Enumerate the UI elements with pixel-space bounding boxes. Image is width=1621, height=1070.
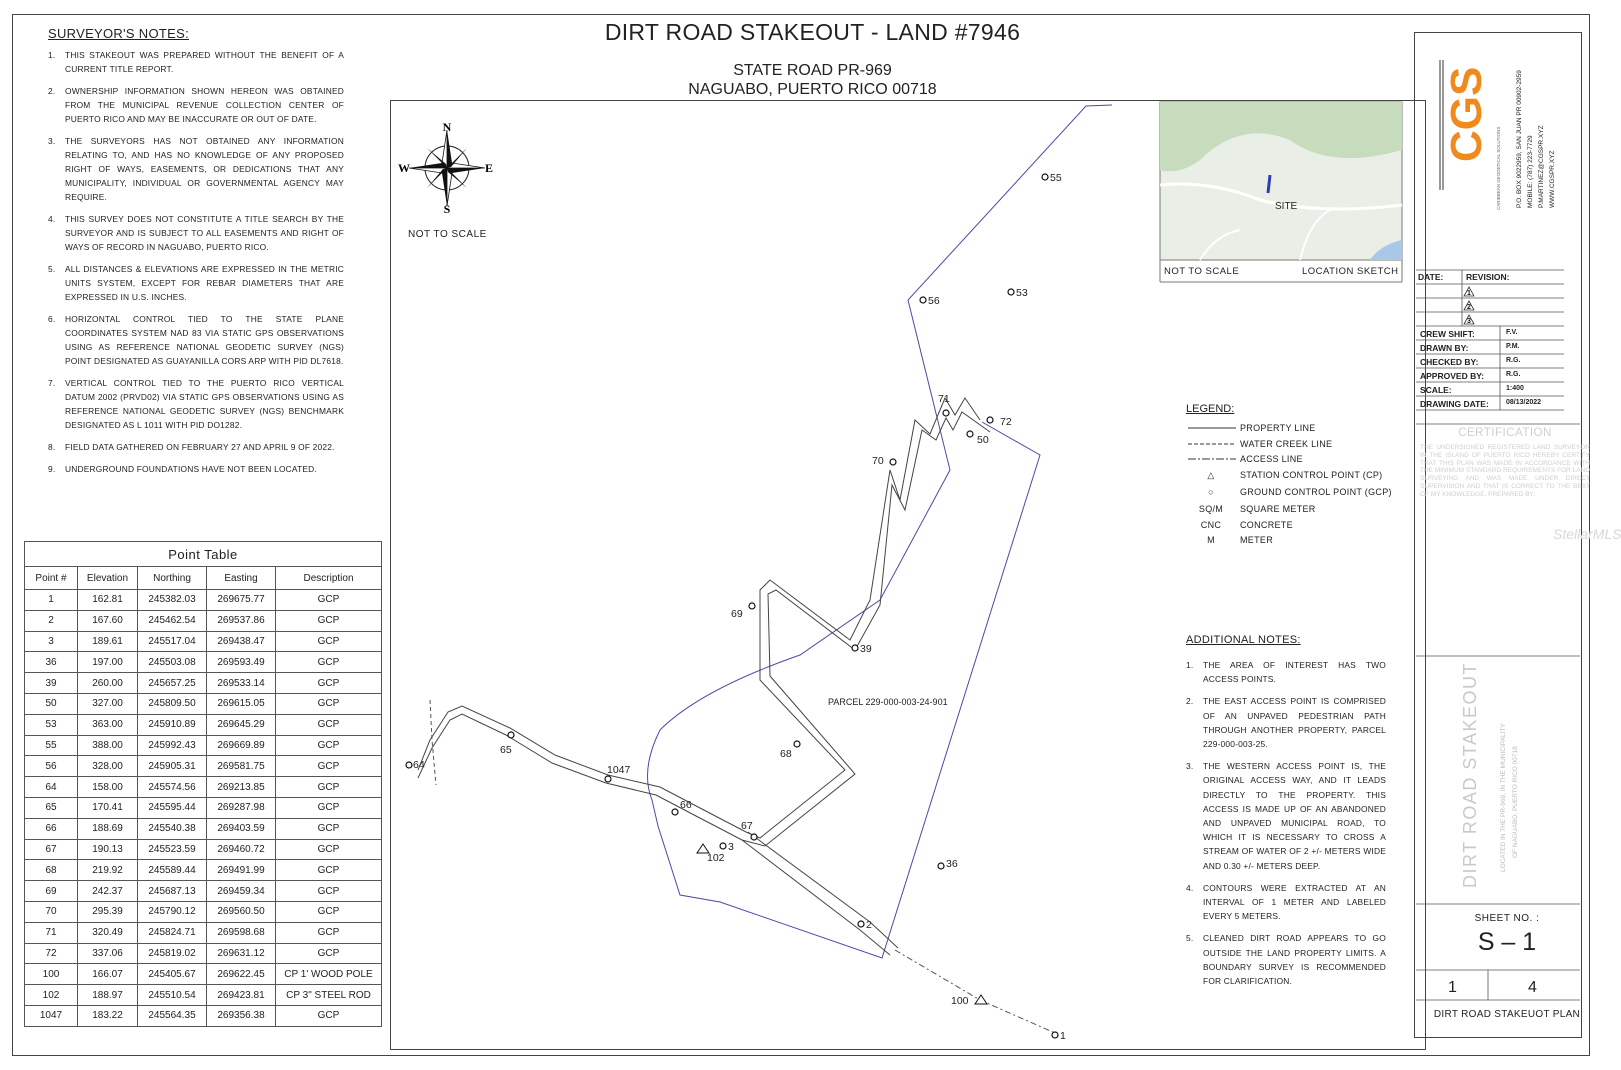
table-cell: 102 bbox=[25, 985, 78, 1006]
plan-name: DIRT ROAD STAKEUOT PLAN bbox=[1433, 1009, 1581, 1020]
site-label: SITE bbox=[1275, 201, 1298, 212]
table-cell: GCP bbox=[276, 818, 382, 839]
table-cell: 72 bbox=[25, 943, 78, 964]
table-cell: GCP bbox=[276, 631, 382, 652]
point-label: 55 bbox=[1050, 172, 1062, 184]
contact-info bbox=[1516, 70, 1556, 208]
additional-notes-title: ADDITIONAL NOTES: bbox=[1186, 634, 1301, 646]
table-cell: 70 bbox=[25, 901, 78, 922]
gcp-point-67 bbox=[751, 834, 757, 840]
table-cell: CP 3" STEEL ROD bbox=[276, 985, 382, 1006]
circle-icon: ○ bbox=[1208, 487, 1214, 497]
table-cell: 245574.56 bbox=[138, 777, 207, 798]
table-cell: GCP bbox=[276, 943, 382, 964]
certification-title: CERTIFICATION bbox=[1458, 427, 1552, 439]
table-cell: 245595.44 bbox=[138, 797, 207, 818]
table-cell: 269356.38 bbox=[207, 1005, 276, 1026]
table-cell: 245564.35 bbox=[138, 1005, 207, 1026]
certification-text: THE UNDERSIGNED REGISTERED LAND SURVEYOR IN THE ISLAND OF PUERTO RICO HEREBY CERTIFY THAT THIS PLAN WAS MADE IN ACCORDANCE WITH THE MINIMUM STANDARD REQUIREMENTS FOR LAND SURVEYING AND WAS MADE UNDER DIRECT SUPERVISION AND THAT IS CORRECT TO THE BEST OF MY KNOWLEDGE. PREPARED BY: bbox=[1420, 444, 1590, 498]
table-cell: 269491.99 bbox=[207, 860, 276, 881]
table-cell: 166.07 bbox=[78, 964, 138, 985]
table-cell: 219.92 bbox=[78, 860, 138, 881]
table-cell: 245462.54 bbox=[138, 610, 207, 631]
table-cell: 242.37 bbox=[78, 881, 138, 902]
gcp-point-70 bbox=[890, 459, 896, 465]
crew-shift-label: CREW SHIFT: bbox=[1420, 329, 1475, 339]
table-cell: 269675.77 bbox=[207, 590, 276, 611]
note-item: 3. THE WESTERN ACCESS POINT IS, THE ORIGINAL ACCESS WAY, AND IT LEADS DIRECTLY TO THE PROPERTY. THIS ACCESS IS MADE UP OF AN ABANDONED AND UNPAVED MUNICIPAL ROAD, TO WHICH IT IS NECESSARY TO CROSS A STREAM OF WATER OF 2 +/- METERS WIDE AND 0.30 +/- METERS DEEP. bbox=[1186, 761, 1386, 871]
table-cell: 269459.34 bbox=[207, 881, 276, 902]
table-cell: GCP bbox=[276, 590, 382, 611]
approved-by-label: APPROVED BY: bbox=[1420, 371, 1485, 381]
table-cell: GCP bbox=[276, 673, 382, 694]
table-cell: 245687.13 bbox=[138, 881, 207, 902]
vertical-title: DIRT ROAD STAKEOUT bbox=[1460, 661, 1480, 888]
crew-shift-value: F.V. bbox=[1506, 329, 1518, 336]
sheet-total: 4 bbox=[1528, 979, 1537, 996]
drawn-by-label: DRAWN BY: bbox=[1420, 343, 1469, 353]
table-cell: 50 bbox=[25, 693, 78, 714]
table-cell: 269598.68 bbox=[207, 922, 276, 943]
note-item: 1. THE AREA OF INTEREST HAS TWO ACCESS POINTS. bbox=[1186, 660, 1386, 685]
table-cell: 269423.81 bbox=[207, 985, 276, 1006]
col-description: Description bbox=[276, 567, 382, 590]
sketch-not-to-scale: NOT TO SCALE bbox=[1164, 266, 1240, 277]
drawing-title: DIRT ROAD STAKEOUT - LAND #7946 bbox=[604, 19, 1021, 45]
table-cell: GCP bbox=[276, 652, 382, 673]
cgs-logo-icon bbox=[1440, 60, 1501, 210]
table-cell: 2 bbox=[25, 610, 78, 631]
table-cell: 269537.86 bbox=[207, 610, 276, 631]
drawn-by-value: P.M. bbox=[1506, 343, 1520, 350]
table-cell: GCP bbox=[276, 797, 382, 818]
cp-point-100 bbox=[975, 995, 987, 1004]
table-cell: GCP bbox=[276, 881, 382, 902]
table-cell: 269645.29 bbox=[207, 714, 276, 735]
triangle-icon: △ bbox=[1207, 470, 1215, 480]
table-cell: 245657.25 bbox=[138, 673, 207, 694]
table-cell: 269631.12 bbox=[207, 943, 276, 964]
table-cell: 269460.72 bbox=[207, 839, 276, 860]
point-label: 50 bbox=[977, 434, 989, 446]
table-cell: 245992.43 bbox=[138, 735, 207, 756]
table-cell: 65 bbox=[25, 797, 78, 818]
table-cell: 245790.12 bbox=[138, 901, 207, 922]
col-northing: Northing bbox=[138, 567, 207, 590]
table-cell: 67 bbox=[25, 839, 78, 860]
table-cell: GCP bbox=[276, 735, 382, 756]
gcp-point-65 bbox=[508, 732, 514, 738]
compass-not-to-scale: NOT TO SCALE bbox=[408, 229, 487, 240]
location-sketch-map bbox=[1160, 102, 1402, 282]
access-line bbox=[895, 950, 1055, 1033]
table-cell: 53 bbox=[25, 714, 78, 735]
dirt-road bbox=[418, 398, 990, 955]
table-cell: 36 bbox=[25, 652, 78, 673]
svg-text:3: 3 bbox=[1467, 318, 1471, 325]
point-label: 64 bbox=[413, 759, 425, 771]
table-cell: 269560.50 bbox=[207, 901, 276, 922]
table-cell: 245910.89 bbox=[138, 714, 207, 735]
table-cell: 269403.59 bbox=[207, 818, 276, 839]
point-label: 39 bbox=[860, 643, 872, 655]
sketch-title: LOCATION SKETCH bbox=[1302, 266, 1399, 277]
gcp-point-71 bbox=[943, 410, 949, 416]
additional-notes-list bbox=[1186, 658, 1386, 996]
svg-text:WWW.CGSPR.XYZ: WWW.CGSPR.XYZ bbox=[1549, 150, 1556, 208]
svg-text:CARIBBEAN GEODETICAL SOLUTIONS: CARIBBEAN GEODETICAL SOLUTIONS bbox=[1496, 126, 1501, 210]
legend-title: LEGEND: bbox=[1186, 403, 1235, 415]
table-cell: 190.13 bbox=[78, 839, 138, 860]
compass-e: E bbox=[484, 161, 494, 175]
point-label: 2 bbox=[866, 919, 872, 931]
table-cell: 245523.59 bbox=[138, 839, 207, 860]
table-cell: 245905.31 bbox=[138, 756, 207, 777]
sheet-no-label: SHEET NO. : bbox=[1474, 913, 1540, 924]
table-cell: 269438.47 bbox=[207, 631, 276, 652]
table-cell: 245540.38 bbox=[138, 818, 207, 839]
table-cell: GCP bbox=[276, 1005, 382, 1026]
table-cell: 245517.04 bbox=[138, 631, 207, 652]
property-line bbox=[648, 105, 1113, 958]
table-cell: 66 bbox=[25, 818, 78, 839]
svg-text:CGS: CGS bbox=[1442, 66, 1491, 162]
point-label: 1 bbox=[1060, 1030, 1066, 1042]
table-cell: 388.00 bbox=[78, 735, 138, 756]
note-item: 1. THIS STAKEOUT WAS PREPARED WITHOUT THE BENEFIT OF A CURRENT TITLE REPORT. bbox=[48, 50, 344, 74]
table-cell: GCP bbox=[276, 714, 382, 735]
note-item: 8. FIELD DATA GATHERED ON FEBRUARY 27 AND APRIL 9 OF 2022. bbox=[48, 442, 335, 452]
note-item: 5. CLEANED DIRT ROAD APPEARS TO GO OUTSIDE THE LAND PROPERTY LIMITS. A BOUNDARY SURVEY IS RECOMMENDED FOR CLARIFICATION. bbox=[1186, 933, 1386, 987]
note-item: 3. THE SURVEYORS HAS NOT OBTAINED ANY INFORMATION RELATING TO, AND HAS NO KNOWLEDGE OF ANY PROPOSED RIGHT OF WAYS, EASEMENTS, OR DEDICATIONS THAT ANY MUNICIPALITY, INDIVIDUAL OR GOVERNMENTAL AGENCY MAY REQUIRE. bbox=[48, 136, 344, 202]
table-cell: 245824.71 bbox=[138, 922, 207, 943]
gcp-point-64 bbox=[406, 762, 412, 768]
table-cell: 320.49 bbox=[78, 922, 138, 943]
scale-label: SCALE: bbox=[1420, 385, 1452, 395]
table-cell: 189.61 bbox=[78, 631, 138, 652]
svg-text:MOBILE: (787) 223-7729: MOBILE: (787) 223-7729 bbox=[1527, 135, 1534, 208]
checked-by-value: R.G. bbox=[1506, 357, 1521, 364]
point-label: 56 bbox=[928, 295, 940, 307]
table-cell: 56 bbox=[25, 756, 78, 777]
table-cell: 245405.67 bbox=[138, 964, 207, 985]
north-arrow-icon bbox=[409, 130, 485, 206]
vertical-subtitle-2: OF NAGUABO, PUERTO RICO 00718 bbox=[1512, 746, 1519, 858]
table-cell: 245510.54 bbox=[138, 985, 207, 1006]
gcp-point-50 bbox=[967, 431, 973, 437]
table-cell: GCP bbox=[276, 860, 382, 881]
svg-text:1: 1 bbox=[1467, 290, 1471, 297]
gcp-point-72 bbox=[987, 417, 993, 423]
gcp-point-69 bbox=[749, 603, 755, 609]
table-cell: 363.00 bbox=[78, 714, 138, 735]
note-item: 6. HORIZONTAL CONTROL TIED TO THE STATE PLANE COORDINATES SYSTEM NAD 83 VIA STATIC GPS OBSERVATIONS USING AS REFERENCE NATIONAL GEODETIC SURVEY (NGS) POINT DESIGNATED AS GUAYANILLA CORS ARP WITH PID DL7618. bbox=[48, 314, 344, 366]
table-cell: GCP bbox=[276, 901, 382, 922]
sheet-index: 1 bbox=[1448, 979, 1457, 996]
table-cell: 183.22 bbox=[78, 1005, 138, 1026]
table-cell: GCP bbox=[276, 839, 382, 860]
point-label: 3 bbox=[728, 841, 734, 853]
date-label: DATE: bbox=[1418, 272, 1444, 282]
table-cell: 188.69 bbox=[78, 818, 138, 839]
table-cell: 295.39 bbox=[78, 901, 138, 922]
table-cell: 188.97 bbox=[78, 985, 138, 1006]
point-labels bbox=[413, 172, 1066, 1042]
table-cell: 328.00 bbox=[78, 756, 138, 777]
gcp-point-39 bbox=[852, 645, 858, 651]
svg-text:P.O. BOX 9022959, SAN JUAN PR: P.O. BOX 9022959, SAN JUAN PR 00902-2959 bbox=[1516, 70, 1523, 208]
table-cell: 337.06 bbox=[78, 943, 138, 964]
note-item: 4. THIS SURVEY DOES NOT CONSTITUTE A TITLE SEARCH BY THE SURVEYOR AND IS SUBJECT TO ALL EASEMENTS AND RIGHT OF WAYS OF RECORD IN NAGUABO, PUERTO RICO. bbox=[48, 214, 344, 252]
point-table-title: Point Table bbox=[25, 542, 382, 567]
note-item: 5. ALL DISTANCES & ELEVATIONS ARE EXPRESSED IN THE METRIC UNITS SYSTEM, EXCEPT FOR REBAR DIAMETERS THAT ARE EXPRESSED IN U.S. INCHES. bbox=[48, 264, 344, 302]
point-label: 36 bbox=[946, 858, 958, 870]
table-cell: GCP bbox=[276, 610, 382, 631]
point-label: 65 bbox=[500, 744, 512, 756]
table-cell: 100 bbox=[25, 964, 78, 985]
gcp-point-55 bbox=[1042, 174, 1048, 180]
col-elevation: Elevation bbox=[78, 567, 138, 590]
gcp-point-3 bbox=[720, 843, 726, 849]
svg-text:P.MARTINEZ@CGSPR.XYZ: P.MARTINEZ@CGSPR.XYZ bbox=[1538, 125, 1545, 208]
revision-numbers bbox=[1467, 290, 1471, 325]
gcp-point-1047 bbox=[605, 776, 611, 782]
drawing-date-value: 08/13/2022 bbox=[1506, 399, 1542, 406]
col-easting: Easting bbox=[207, 567, 276, 590]
table-cell: 269287.98 bbox=[207, 797, 276, 818]
table-cell: 269533.14 bbox=[207, 673, 276, 694]
compass-n: N bbox=[442, 120, 452, 134]
note-item: 2. OWNERSHIP INFORMATION SHOWN HEREON WAS OBTAINED FROM THE MUNICIPAL REVENUE COLLECTION CENTER OF PUERTO RICO AND MAY BE INACCURATE OR OUT OF DATE. bbox=[48, 86, 344, 124]
point-label: 72 bbox=[1000, 416, 1012, 428]
gcp-point-2 bbox=[858, 921, 864, 927]
svg-text:2: 2 bbox=[1467, 304, 1471, 311]
point-label: 53 bbox=[1016, 287, 1028, 299]
table-cell: 167.60 bbox=[78, 610, 138, 631]
table-cell: 269669.89 bbox=[207, 735, 276, 756]
vertical-subtitle-1: LOCATED IN THE PR-969, IN THE MUNICIPALITY bbox=[1500, 723, 1507, 872]
table-cell: 269213.85 bbox=[207, 777, 276, 798]
compass-s: S bbox=[443, 202, 451, 216]
note-item: 7. VERTICAL CONTROL TIED TO THE PUERTO RICO VERTICAL DATUM 2002 (PRVD02) VIA STATIC GPS OBSERVATIONS USING AS REFERENCE NATIONAL GEODETIC SURVEY (NGS) BENCHMARK DESIGNATED AS L 1011 WITH PID DO1282. bbox=[48, 378, 344, 430]
point-label: 66 bbox=[680, 799, 692, 811]
drawing-date-label: DRAWING DATE: bbox=[1420, 399, 1489, 409]
drawing-subtitle-road: STATE ROAD PR-969 bbox=[733, 62, 892, 79]
point-label: 70 bbox=[872, 455, 884, 467]
table-cell: 245809.50 bbox=[138, 693, 207, 714]
table-cell: 55 bbox=[25, 735, 78, 756]
watermark-text: StellarMLS bbox=[1553, 526, 1621, 542]
approved-by-value: R.G. bbox=[1506, 371, 1521, 378]
table-cell: 64 bbox=[25, 777, 78, 798]
table-cell: 245503.08 bbox=[138, 652, 207, 673]
point-label: 102 bbox=[707, 852, 725, 864]
table-cell: GCP bbox=[276, 756, 382, 777]
gcp-point-66 bbox=[672, 809, 678, 815]
table-cell: 197.00 bbox=[78, 652, 138, 673]
gcp-point-56 bbox=[920, 297, 926, 303]
table-cell: 162.81 bbox=[78, 590, 138, 611]
gcp-point-53 bbox=[1008, 289, 1014, 295]
table-cell: 1047 bbox=[25, 1005, 78, 1026]
point-label: 67 bbox=[741, 820, 753, 832]
gcp-point-68 bbox=[794, 741, 800, 747]
table-cell: 71 bbox=[25, 922, 78, 943]
table-cell: 69 bbox=[25, 881, 78, 902]
table-cell: 158.00 bbox=[78, 777, 138, 798]
parcel-label: PARCEL 229-000-003-24-901 bbox=[828, 697, 948, 707]
table-cell: 269622.45 bbox=[207, 964, 276, 985]
table-cell: 68 bbox=[25, 860, 78, 881]
table-cell: 269593.49 bbox=[207, 652, 276, 673]
note-item: 2. THE EAST ACCESS POINT IS COMPRISED OF AN UNPAVED PEDESTRIAN PATH THROUGH ANOTHER PROPERTY, PARCEL 229-000-003-25. bbox=[1186, 696, 1386, 750]
table-cell: GCP bbox=[276, 922, 382, 943]
table-cell: GCP bbox=[276, 777, 382, 798]
drawing-subtitle-city: NAGUABO, PUERTO RICO 00718 bbox=[688, 81, 937, 98]
table-cell: 3 bbox=[25, 631, 78, 652]
table-cell: 245589.44 bbox=[138, 860, 207, 881]
surveyors-notes-title: SURVEYOR'S NOTES: bbox=[48, 26, 189, 41]
compass-w: W bbox=[398, 161, 410, 175]
table-cell: 327.00 bbox=[78, 693, 138, 714]
col-point: Point # bbox=[25, 567, 78, 590]
note-item: 4. CONTOURS WERE EXTRACTED AT AN INTERVAL OF 1 METER AND LABELED EVERY 5 METERS. bbox=[1186, 882, 1386, 922]
sheet-number: S – 1 bbox=[1477, 928, 1537, 956]
table-cell: 245382.03 bbox=[138, 590, 207, 611]
revision-label: REVISION: bbox=[1466, 272, 1510, 282]
point-label: 100 bbox=[951, 995, 969, 1007]
table-cell: 39 bbox=[25, 673, 78, 694]
table-cell: 245819.02 bbox=[138, 943, 207, 964]
checked-by-label: CHECKED BY: bbox=[1420, 357, 1479, 367]
gcp-point-1 bbox=[1052, 1032, 1058, 1038]
point-label: 1047 bbox=[607, 764, 631, 776]
ground-control-points bbox=[406, 174, 1058, 1038]
table-cell: 170.41 bbox=[78, 797, 138, 818]
note-item: 9. UNDERGROUND FOUNDATIONS HAVE NOT BEEN LOCATED. bbox=[48, 464, 317, 474]
point-label: 71 bbox=[938, 393, 950, 405]
table-cell: 260.00 bbox=[78, 673, 138, 694]
table-cell: GCP bbox=[276, 693, 382, 714]
table-cell: CP 1' WOOD POLE bbox=[276, 964, 382, 985]
point-label: 69 bbox=[731, 608, 743, 620]
scale-value: 1:400 bbox=[1506, 385, 1524, 392]
point-label: 68 bbox=[780, 748, 792, 760]
table-cell: 269581.75 bbox=[207, 756, 276, 777]
gcp-point-36 bbox=[938, 863, 944, 869]
table-cell: 1 bbox=[25, 590, 78, 611]
table-cell: 269615.05 bbox=[207, 693, 276, 714]
